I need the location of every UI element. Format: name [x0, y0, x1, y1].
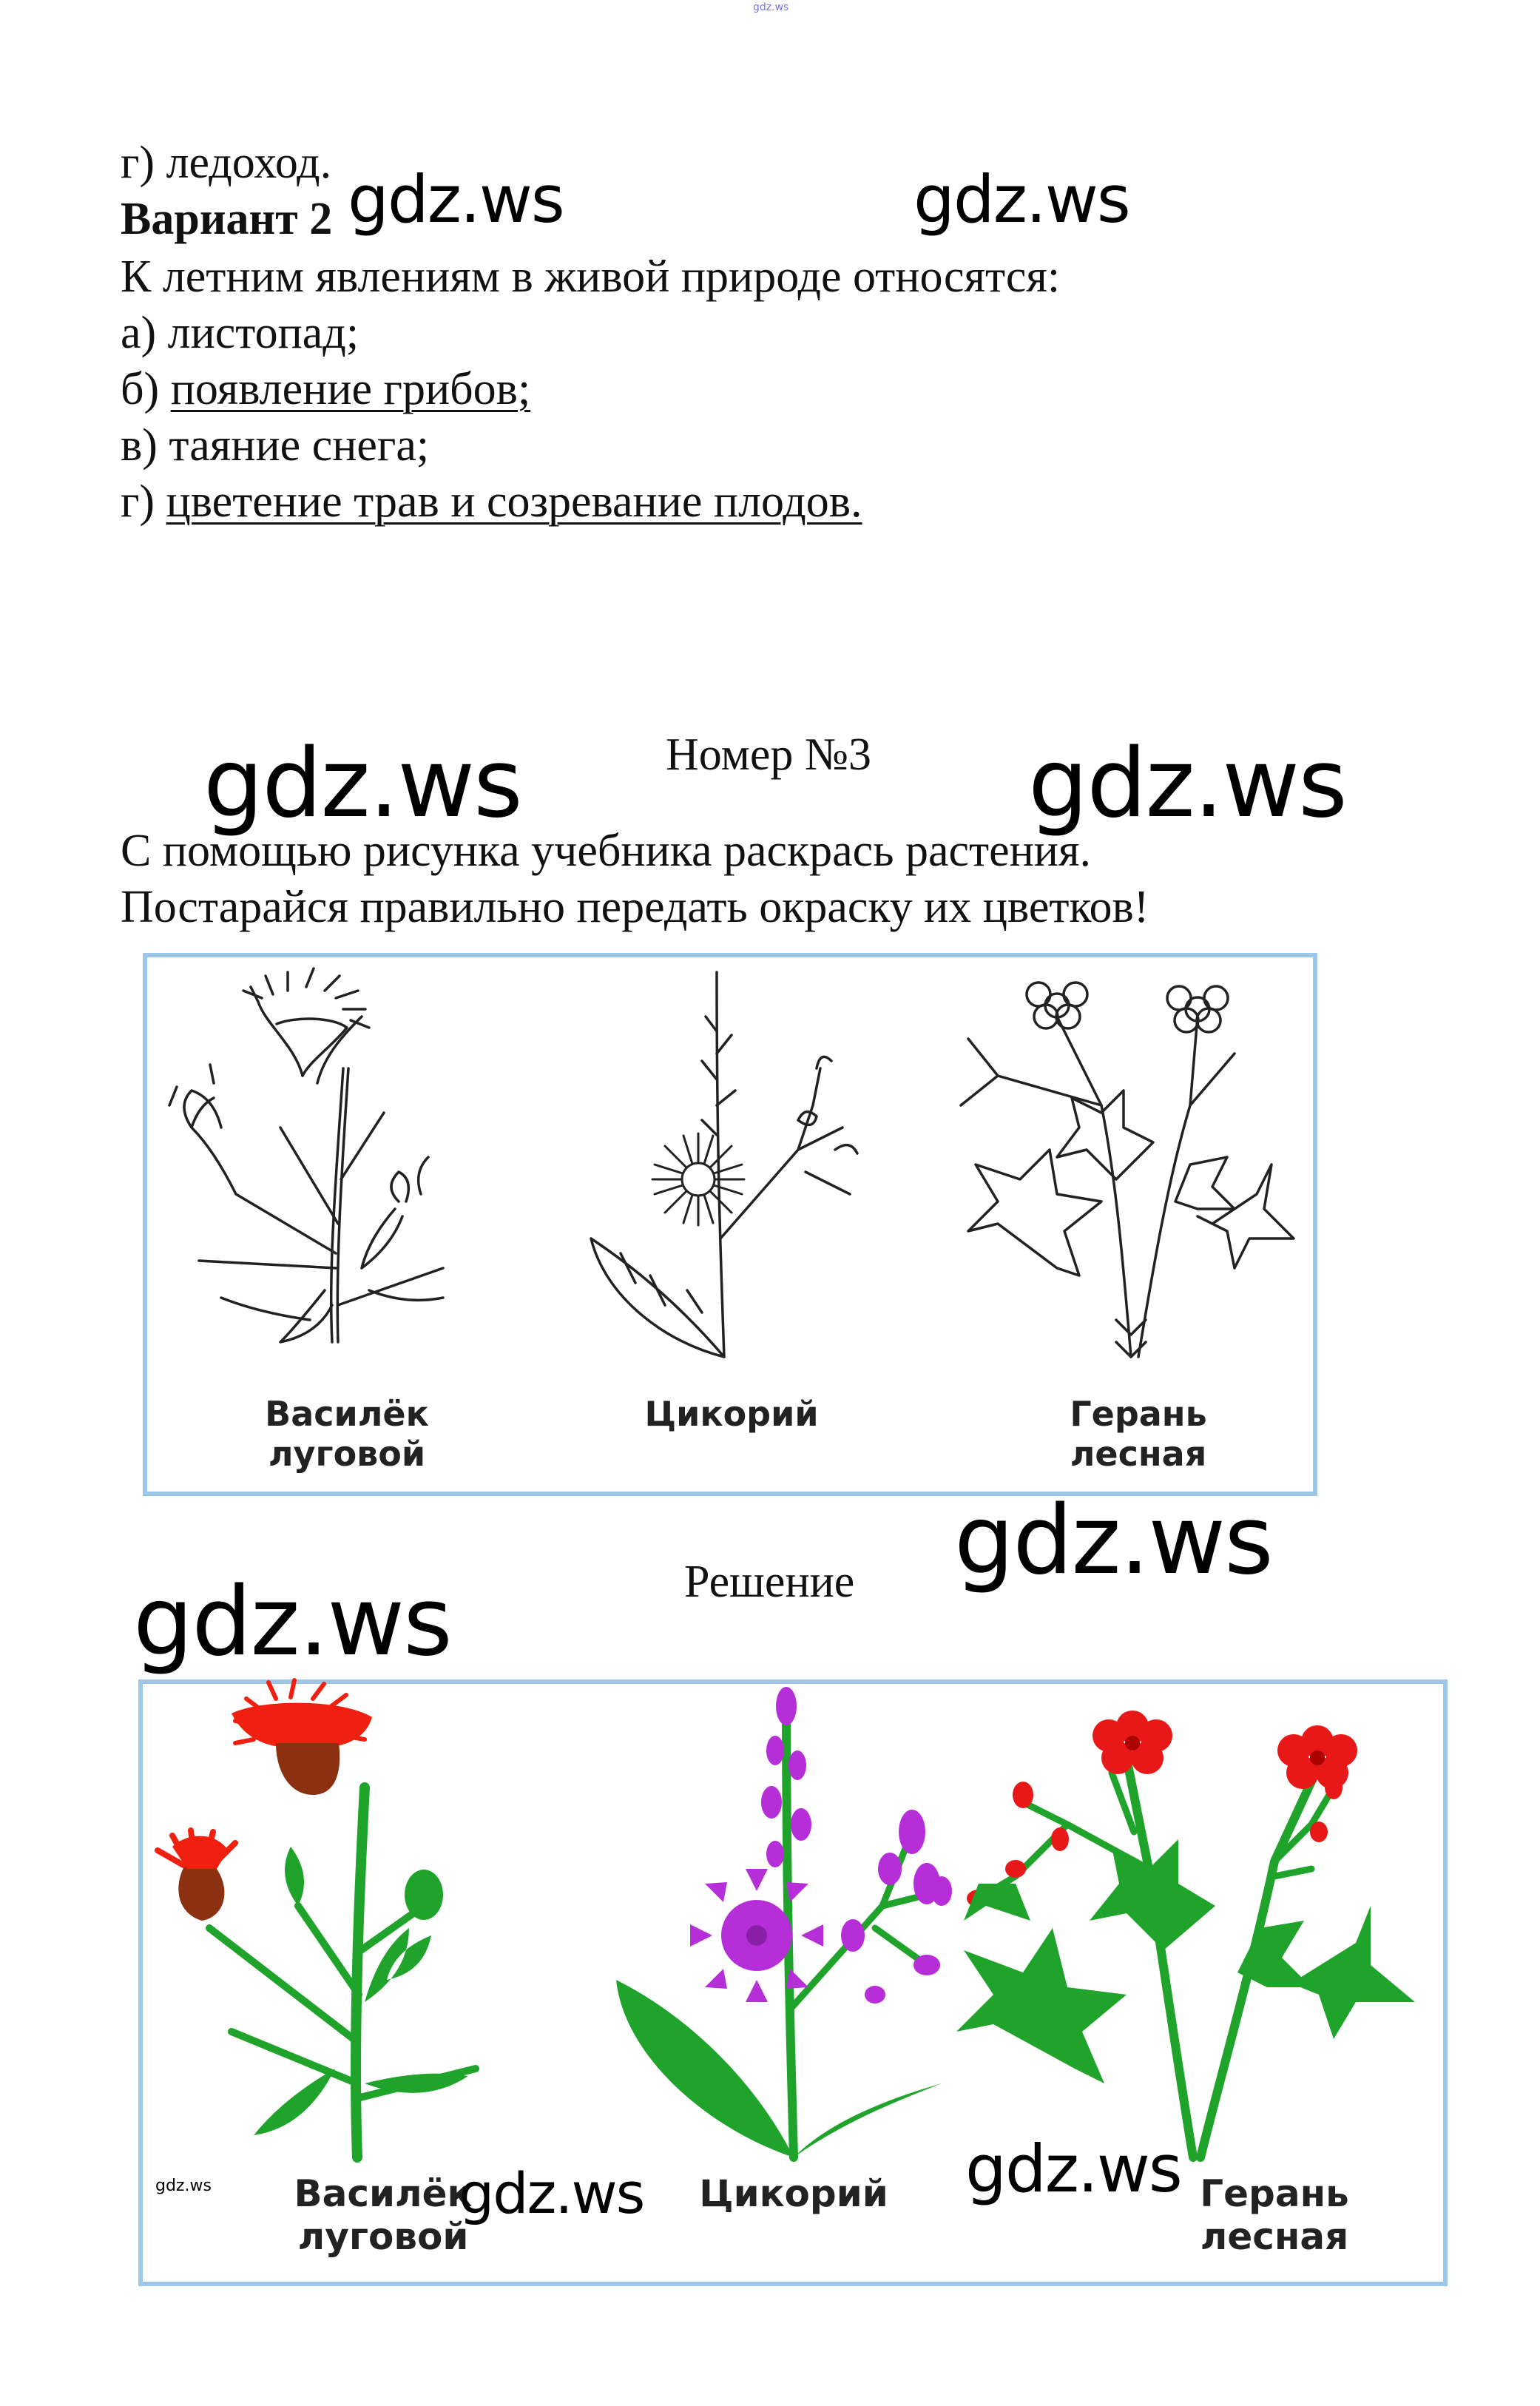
option-a [121, 305, 359, 361]
option-text: листопад; [167, 308, 359, 358]
chicory-outline [591, 972, 857, 1357]
plant-label-chicory: Цикорий [699, 2172, 888, 2215]
watermark: gdz.ws [1028, 729, 1346, 839]
plant-label-geranium: Герань лесная [1070, 1394, 1207, 1474]
figure-task [143, 953, 1317, 1496]
watermark-top: gdz.ws [753, 1, 789, 13]
option-b [121, 361, 530, 417]
option-text-correct: появление грибов; [170, 364, 531, 414]
option-text-correct: цветение трав и созревание плодов. [166, 476, 862, 527]
watermark: gdz.ws [203, 729, 521, 839]
option-letter: а) [121, 308, 157, 358]
task-line1: С помощью рисунка учебника раскрась растения. [121, 826, 1091, 876]
geranium-outline [961, 983, 1294, 1357]
watermark: gdz.ws [155, 2177, 212, 2195]
plant-label-geranium: Герань лесная [1200, 2172, 1349, 2258]
plant-label-cornflower: Василёк луговой [265, 1394, 429, 1474]
option-letter: б) [121, 364, 160, 414]
watermark: gdz.ws [348, 161, 564, 237]
watermark: gdz.ws [965, 2131, 1181, 2207]
solution-label: Решение [684, 1557, 855, 1607]
watermark: gdz.ws [954, 1486, 1272, 1596]
cornflower-colored [158, 1680, 476, 2157]
watermark: gdz.ws [133, 1567, 451, 1677]
option-d [121, 474, 862, 530]
chicory-colored [616, 1687, 952, 2157]
option-letter: в) [121, 420, 158, 471]
prev-item-g: г) ледоход. [121, 138, 332, 188]
plant-label-cornflower: Василёк луговой [294, 2172, 473, 2258]
task-line2: Постарайся правильно передать окраску их цветков! [121, 882, 1149, 932]
variant-title: Вариант 2 [121, 194, 333, 244]
geranium-colored [956, 1711, 1415, 2157]
watermark: gdz.ws [459, 2160, 644, 2226]
plant-label-chicory: Цикорий [644, 1394, 819, 1434]
cornflower-outline [169, 968, 443, 1342]
figure-solution [138, 1679, 1448, 2286]
option-letter: г) [121, 476, 155, 527]
task-number: Номер №3 [666, 729, 872, 780]
option-text: таяние снега; [169, 420, 430, 471]
option-c [121, 417, 429, 474]
watermark: gdz.ws [913, 161, 1129, 237]
question-text: К летним явлениям в живой природе относятся: [121, 252, 1061, 302]
